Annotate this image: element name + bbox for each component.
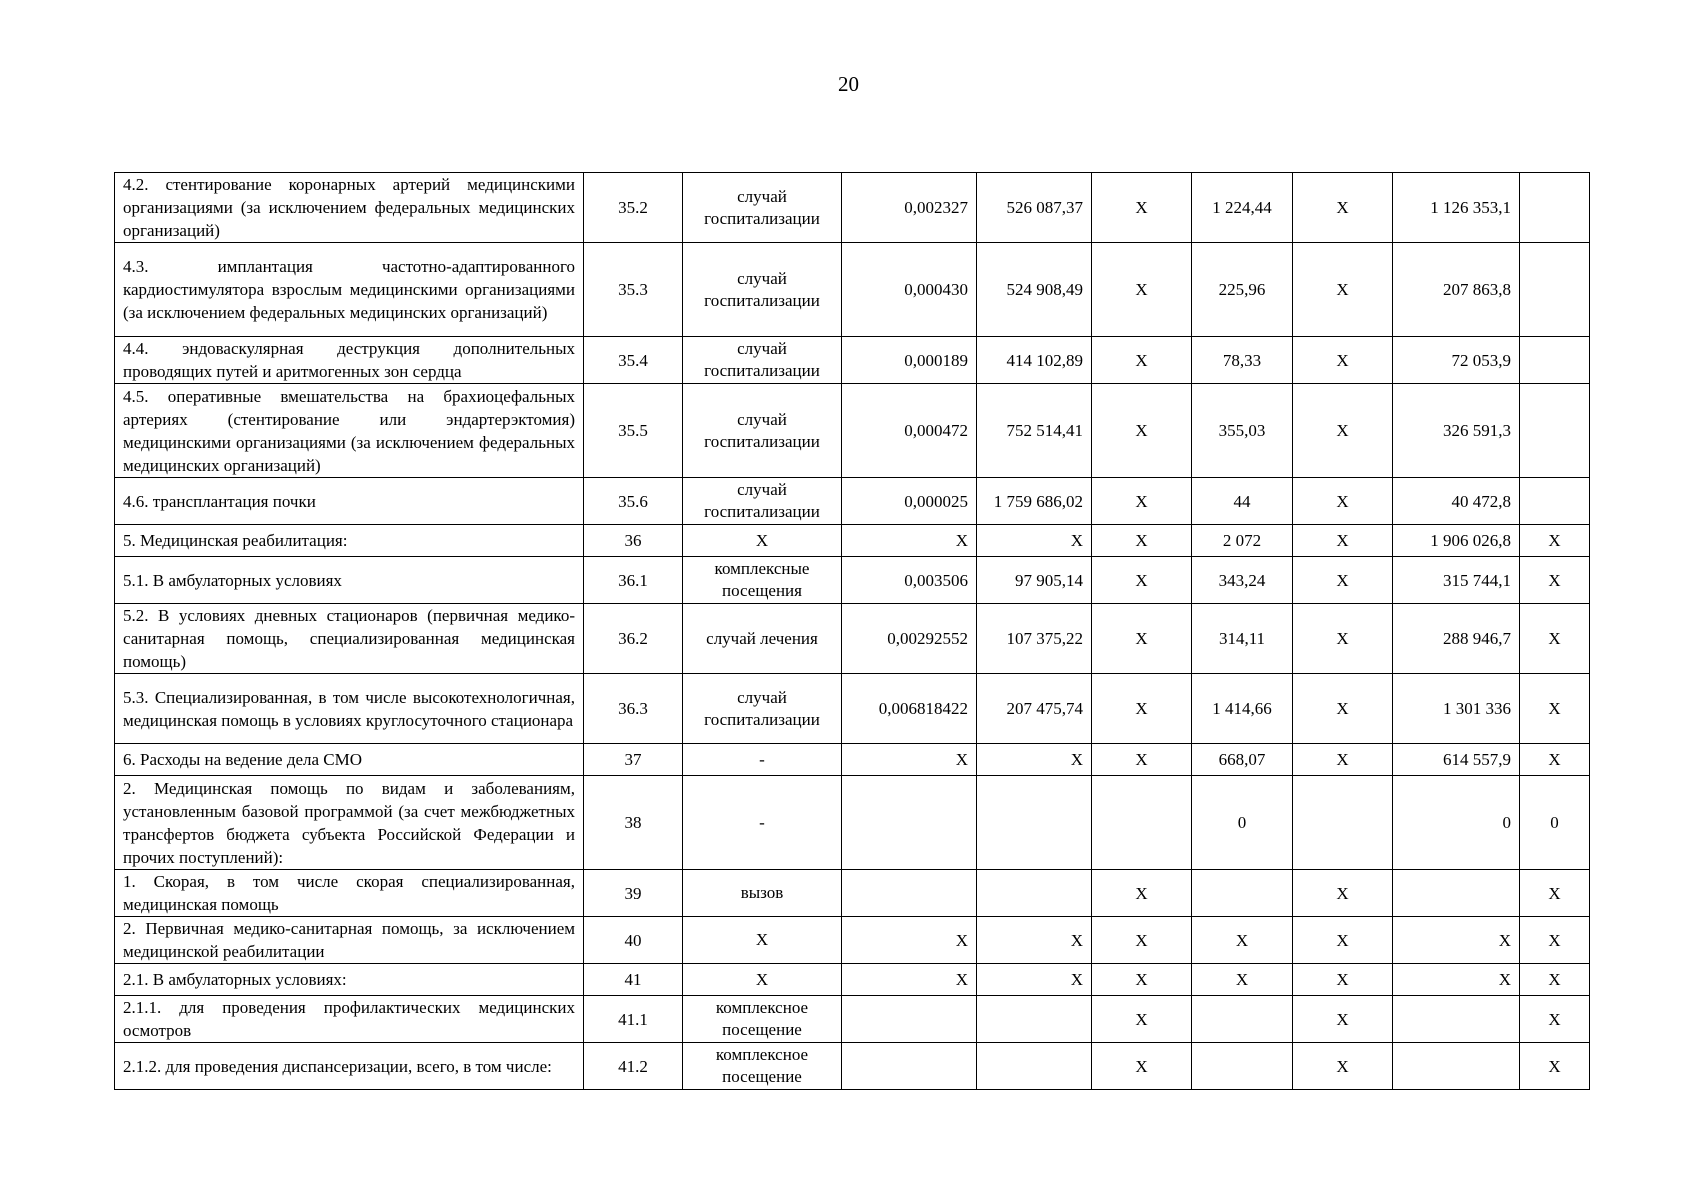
row-value-4: 0 bbox=[1192, 776, 1293, 870]
row-code: 38 bbox=[584, 776, 683, 870]
row-description: 5.1. В амбулаторных условиях bbox=[115, 557, 584, 604]
row-description: 2.1. В амбулаторных условиях: bbox=[115, 964, 584, 996]
row-unit: X bbox=[683, 525, 842, 557]
table-row bbox=[115, 604, 1590, 674]
row-value-1: 0,00292552 bbox=[842, 604, 977, 674]
row-description: 1. Скорая, в том числе скорая специализированная, медицинская помощь bbox=[115, 870, 584, 917]
row-value-5: X bbox=[1293, 525, 1393, 557]
row-description: 4.5. оперативные вмешательства на брахиоцефальных артериях (стентирование или эндартерэктомия) медицинскими организациями (за исключением федеральных медицинских организаций) bbox=[115, 384, 584, 478]
row-value-4: 1 414,66 bbox=[1192, 674, 1293, 744]
row-value-3: X bbox=[1092, 674, 1192, 744]
row-value-7: X bbox=[1520, 557, 1590, 604]
row-value-1: 0,000430 bbox=[842, 243, 977, 337]
row-description: 2. Медицинская помощь по видам и заболеваниям, установленным базовой программой (за счет межбюджетных трансфертов бюджета субъекта Российской Федерации и прочих поступлений): bbox=[115, 776, 584, 870]
row-description: 2.1.2. для проведения диспансеризации, всего, в том числе: bbox=[115, 1043, 584, 1090]
row-value-2: 524 908,49 bbox=[977, 243, 1092, 337]
row-value-4: 78,33 bbox=[1192, 337, 1293, 384]
row-value-2: 526 087,37 bbox=[977, 173, 1092, 243]
row-value-6: 288 946,7 bbox=[1393, 604, 1520, 674]
row-value-7: X bbox=[1520, 964, 1590, 996]
row-value-3: X bbox=[1092, 996, 1192, 1043]
row-value-7 bbox=[1520, 337, 1590, 384]
row-value-2 bbox=[977, 870, 1092, 917]
row-value-5: X bbox=[1293, 674, 1393, 744]
row-description: 4.6. трансплантация почки bbox=[115, 478, 584, 525]
row-unit: - bbox=[683, 776, 842, 870]
row-value-2 bbox=[977, 1043, 1092, 1090]
row-value-3: X bbox=[1092, 1043, 1192, 1090]
row-description: 4.2. стентирование коронарных артерий медицинскими организациями (за исключением федеральных медицинских организаций) bbox=[115, 173, 584, 243]
table-row bbox=[115, 996, 1590, 1043]
row-value-3: X bbox=[1092, 337, 1192, 384]
table-row bbox=[115, 776, 1590, 870]
row-code: 36.1 bbox=[584, 557, 683, 604]
row-value-6: 72 053,9 bbox=[1393, 337, 1520, 384]
row-code: 36.2 bbox=[584, 604, 683, 674]
table-row bbox=[115, 744, 1590, 776]
row-value-2: 752 514,41 bbox=[977, 384, 1092, 478]
row-code: 39 bbox=[584, 870, 683, 917]
row-value-1: 0,000189 bbox=[842, 337, 977, 384]
row-value-7 bbox=[1520, 478, 1590, 525]
row-value-6: 315 744,1 bbox=[1393, 557, 1520, 604]
table-row bbox=[115, 173, 1590, 243]
row-unit: комплексное посещение bbox=[683, 996, 842, 1043]
row-value-6: 1 301 336 bbox=[1393, 674, 1520, 744]
table-row bbox=[115, 1043, 1590, 1090]
row-unit: случай лечения bbox=[683, 604, 842, 674]
row-value-4: 1 224,44 bbox=[1192, 173, 1293, 243]
row-value-2: 97 905,14 bbox=[977, 557, 1092, 604]
row-value-4: 355,03 bbox=[1192, 384, 1293, 478]
row-value-5: X bbox=[1293, 384, 1393, 478]
row-value-3: X bbox=[1092, 173, 1192, 243]
row-value-5: X bbox=[1293, 173, 1393, 243]
row-value-1: 0,000025 bbox=[842, 478, 977, 525]
row-value-6: 326 591,3 bbox=[1393, 384, 1520, 478]
row-value-7: X bbox=[1520, 1043, 1590, 1090]
row-value-4 bbox=[1192, 1043, 1293, 1090]
row-value-6: 1 906 026,8 bbox=[1393, 525, 1520, 557]
row-value-1: X bbox=[842, 744, 977, 776]
row-value-2: 1 759 686,02 bbox=[977, 478, 1092, 525]
row-code: 35.2 bbox=[584, 173, 683, 243]
row-value-7: X bbox=[1520, 870, 1590, 917]
row-description: 5.2. В условиях дневных стационаров (первичная медико-санитарная помощь, специализированная медицинская помощь) bbox=[115, 604, 584, 674]
row-unit: комплексные посещения bbox=[683, 557, 842, 604]
row-value-6: 40 472,8 bbox=[1393, 478, 1520, 525]
table-row bbox=[115, 478, 1590, 525]
row-value-2 bbox=[977, 996, 1092, 1043]
row-value-5: X bbox=[1293, 337, 1393, 384]
row-value-7 bbox=[1520, 384, 1590, 478]
row-value-3: X bbox=[1092, 917, 1192, 964]
row-code: 35.6 bbox=[584, 478, 683, 525]
row-code: 41.1 bbox=[584, 996, 683, 1043]
row-unit: случай госпитализации bbox=[683, 243, 842, 337]
row-value-5: X bbox=[1293, 744, 1393, 776]
row-value-4: X bbox=[1192, 964, 1293, 996]
row-value-1 bbox=[842, 870, 977, 917]
row-description: 5.3. Специализированная, в том числе высокотехнологичная, медицинская помощь в условиях круглосуточного стационара bbox=[115, 674, 584, 744]
row-value-2: 207 475,74 bbox=[977, 674, 1092, 744]
row-value-1: 0,006818422 bbox=[842, 674, 977, 744]
row-value-5: X bbox=[1293, 996, 1393, 1043]
row-unit: случай госпитализации bbox=[683, 478, 842, 525]
row-description: 4.4. эндоваскулярная деструкция дополнительных проводящих путей и аритмогенных зон сердца bbox=[115, 337, 584, 384]
row-value-2: 107 375,22 bbox=[977, 604, 1092, 674]
row-unit: случай госпитализации bbox=[683, 173, 842, 243]
row-code: 35.3 bbox=[584, 243, 683, 337]
row-code: 37 bbox=[584, 744, 683, 776]
row-value-3: X bbox=[1092, 964, 1192, 996]
row-value-4 bbox=[1192, 996, 1293, 1043]
row-value-6: X bbox=[1393, 964, 1520, 996]
row-value-7: X bbox=[1520, 744, 1590, 776]
row-value-5: X bbox=[1293, 1043, 1393, 1090]
table-row bbox=[115, 525, 1590, 557]
row-value-7: X bbox=[1520, 525, 1590, 557]
row-unit: - bbox=[683, 744, 842, 776]
row-value-5: X bbox=[1293, 917, 1393, 964]
row-unit: X bbox=[683, 964, 842, 996]
row-value-5: X bbox=[1293, 478, 1393, 525]
row-value-1 bbox=[842, 776, 977, 870]
row-value-3: X bbox=[1092, 604, 1192, 674]
row-value-3: X bbox=[1092, 478, 1192, 525]
row-value-3: X bbox=[1092, 384, 1192, 478]
row-value-1: 0,003506 bbox=[842, 557, 977, 604]
row-code: 35.4 bbox=[584, 337, 683, 384]
row-value-2: X bbox=[977, 525, 1092, 557]
row-value-1: X bbox=[842, 525, 977, 557]
table-row bbox=[115, 917, 1590, 964]
row-value-1: X bbox=[842, 964, 977, 996]
row-unit: X bbox=[683, 917, 842, 964]
row-code: 41.2 bbox=[584, 1043, 683, 1090]
row-value-3: X bbox=[1092, 243, 1192, 337]
row-value-6 bbox=[1393, 996, 1520, 1043]
row-value-4: 2 072 bbox=[1192, 525, 1293, 557]
row-code: 40 bbox=[584, 917, 683, 964]
row-value-3: X bbox=[1092, 744, 1192, 776]
row-description: 6. Расходы на ведение дела СМО bbox=[115, 744, 584, 776]
row-value-4: 343,24 bbox=[1192, 557, 1293, 604]
row-value-1: X bbox=[842, 917, 977, 964]
row-description: 2. Первичная медико-санитарная помощь, за исключением медицинской реабилитации bbox=[115, 917, 584, 964]
row-description: 4.3. имплантация частотно-адаптированного кардиостимулятора взрослым медицинскими организациями (за исключением федеральных медицинских организаций) bbox=[115, 243, 584, 337]
row-value-7 bbox=[1520, 243, 1590, 337]
table-row bbox=[115, 337, 1590, 384]
row-value-7: X bbox=[1520, 674, 1590, 744]
row-unit: случай госпитализации bbox=[683, 384, 842, 478]
row-unit: комплексное посещение bbox=[683, 1043, 842, 1090]
row-code: 41 bbox=[584, 964, 683, 996]
row-code: 36.3 bbox=[584, 674, 683, 744]
row-value-7: X bbox=[1520, 996, 1590, 1043]
row-value-5: X bbox=[1293, 964, 1393, 996]
row-value-6: X bbox=[1393, 917, 1520, 964]
table-row bbox=[115, 384, 1590, 478]
row-value-4 bbox=[1192, 870, 1293, 917]
table-row bbox=[115, 964, 1590, 996]
row-value-6: 614 557,9 bbox=[1393, 744, 1520, 776]
row-value-7: X bbox=[1520, 917, 1590, 964]
row-value-5: X bbox=[1293, 557, 1393, 604]
row-value-7: 0 bbox=[1520, 776, 1590, 870]
row-value-1 bbox=[842, 1043, 977, 1090]
row-value-4: 668,07 bbox=[1192, 744, 1293, 776]
page-number: 20 bbox=[838, 72, 859, 96]
row-value-6: 1 126 353,1 bbox=[1393, 173, 1520, 243]
row-value-2: 414 102,89 bbox=[977, 337, 1092, 384]
table-body bbox=[115, 173, 1590, 1090]
row-value-6: 0 bbox=[1393, 776, 1520, 870]
row-value-4: 314,11 bbox=[1192, 604, 1293, 674]
row-value-6 bbox=[1393, 1043, 1520, 1090]
row-value-2: X bbox=[977, 917, 1092, 964]
row-value-4: 225,96 bbox=[1192, 243, 1293, 337]
row-description: 5. Медицинская реабилитация: bbox=[115, 525, 584, 557]
row-value-4: X bbox=[1192, 917, 1293, 964]
row-value-1: 0,002327 bbox=[842, 173, 977, 243]
row-code: 36 bbox=[584, 525, 683, 557]
row-value-1: 0,000472 bbox=[842, 384, 977, 478]
row-value-7 bbox=[1520, 173, 1590, 243]
row-unit: случай госпитализации bbox=[683, 337, 842, 384]
row-value-5: X bbox=[1293, 870, 1393, 917]
table-row bbox=[115, 557, 1590, 604]
row-value-3 bbox=[1092, 776, 1192, 870]
row-value-3: X bbox=[1092, 557, 1192, 604]
row-value-2: X bbox=[977, 744, 1092, 776]
row-value-3: X bbox=[1092, 525, 1192, 557]
row-code: 35.5 bbox=[584, 384, 683, 478]
row-value-2: X bbox=[977, 964, 1092, 996]
table-row bbox=[115, 870, 1590, 917]
data-table bbox=[114, 172, 1590, 1090]
table-row bbox=[115, 674, 1590, 744]
row-value-5: X bbox=[1293, 243, 1393, 337]
row-value-7: X bbox=[1520, 604, 1590, 674]
row-unit: случай госпитализации bbox=[683, 674, 842, 744]
row-value-2 bbox=[977, 776, 1092, 870]
row-value-1 bbox=[842, 996, 977, 1043]
row-value-6: 207 863,8 bbox=[1393, 243, 1520, 337]
row-value-5 bbox=[1293, 776, 1393, 870]
table-row bbox=[115, 243, 1590, 337]
row-value-4: 44 bbox=[1192, 478, 1293, 525]
row-unit: вызов bbox=[683, 870, 842, 917]
row-value-3: X bbox=[1092, 870, 1192, 917]
row-value-6 bbox=[1393, 870, 1520, 917]
row-value-5: X bbox=[1293, 604, 1393, 674]
row-description: 2.1.1. для проведения профилактических медицинских осмотров bbox=[115, 996, 584, 1043]
